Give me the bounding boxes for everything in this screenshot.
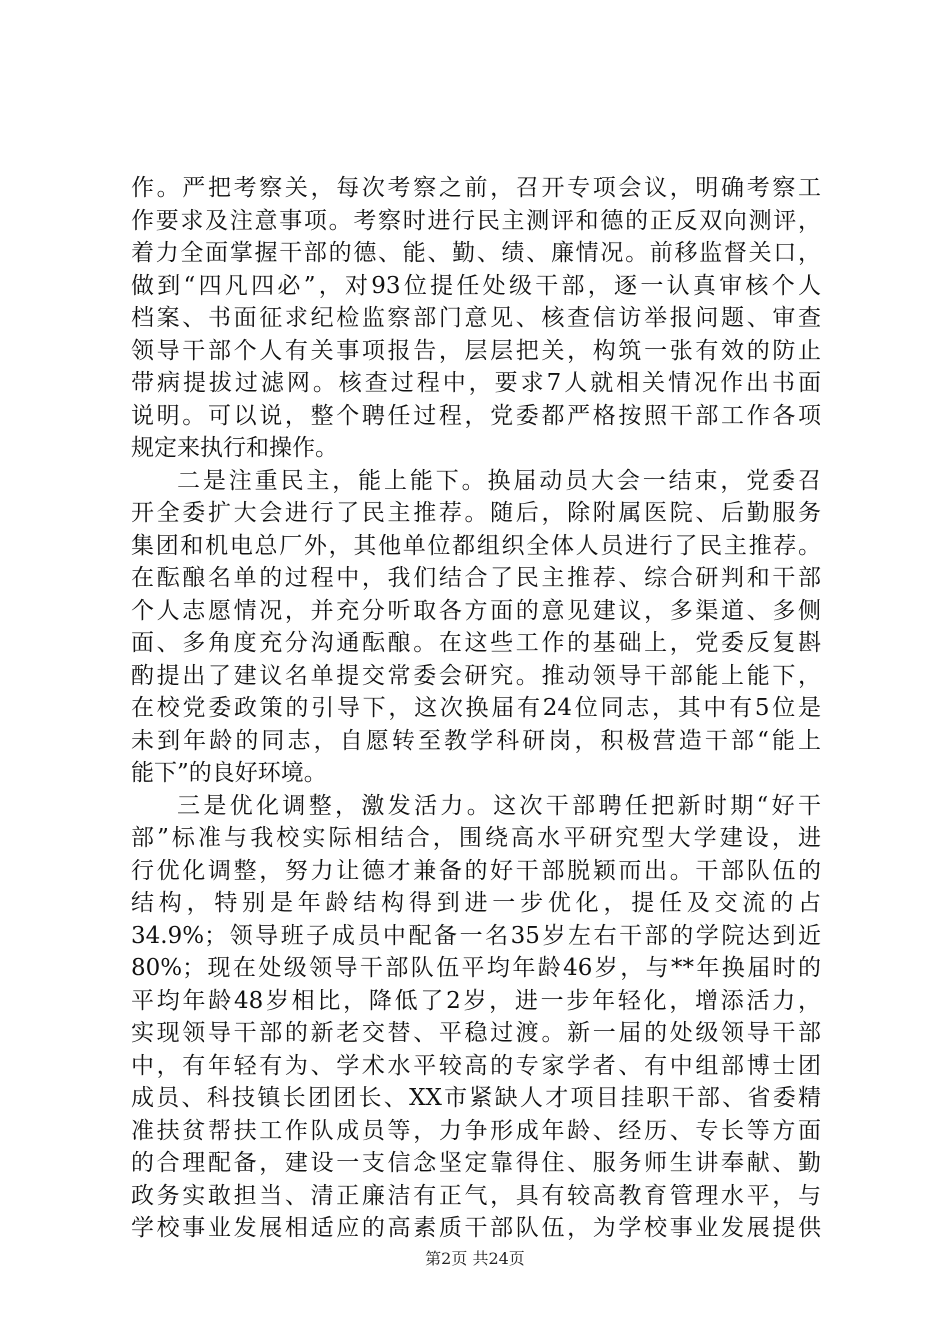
text-line: 带病提拔过滤网。核查过程中，要求7人就相关情况作出书面	[131, 370, 821, 396]
text-line: 34.9%；领导班子成员中配备一名35岁左右干部的学院达到近	[131, 922, 821, 949]
text-line: 着力全面掌握干部的德、能、勤、绩、廉情况。前移监督关口，	[131, 240, 821, 266]
text-line: 作。严把考察关，每次考察之前，召开专项会议，明确考察工	[131, 175, 821, 201]
text-line: 三是优化调整，激发活力。这次干部聘任把新时期“好干	[177, 792, 821, 819]
text-line: 80%；现在处级领导干部队伍平均年龄46岁，与**年换届时的	[131, 955, 821, 981]
text-line: 在校党委政策的引导下，这次换届有24位同志，其中有5位是	[131, 695, 821, 721]
text-line: 平均年龄48岁相比，降低了2岁，进一步年轻化，增添活力，	[131, 987, 821, 1014]
text-line: 政务实敢担当、清正廉洁有正气，具有较高教育管理水平，与	[131, 1182, 821, 1209]
text-line: 做到“四凡四必”，对93位提任处级干部，逐一认真审核个人	[131, 272, 821, 299]
text-line: 实现领导干部的新老交替、平稳过渡。新一届的处级领导干部	[131, 1020, 821, 1046]
page-number-footer: 第2页 共24页	[425, 1249, 525, 1268]
text-line: 开全委扩大会进行了民主推荐。随后，除附属医院、后勤服务	[131, 500, 821, 526]
text-line: 说明。可以说，整个聘任过程，党委都严格按照干部工作各项	[131, 402, 821, 429]
text-line: 学校事业发展相适应的高素质干部队伍，为学校事业发展提供	[131, 1215, 821, 1241]
text-line: 能下”的良好环境。	[131, 760, 327, 786]
text-line: 未到年龄的同志，自愿转至教学科研岗，积极营造干部“能上	[131, 727, 821, 754]
text-line: 准扶贫帮扶工作队成员等，力争形成年龄、经历、专长等方面	[131, 1117, 821, 1144]
document-body	[131, 172, 821, 1245]
text-line: 行优化调整，努力让德才兼备的好干部脱颖而出。干部队伍的	[131, 857, 821, 884]
text-line: 个人志愿情况，并充分听取各方面的意见建议，多渠道、多侧	[131, 597, 821, 624]
text-line: 部”标准与我校实际相结合，围绕高水平研究型大学建设，进	[131, 825, 821, 851]
text-line: 面、多角度充分沟通酝酿。在这些工作的基础上，党委反复斟	[131, 630, 821, 656]
text-line: 二是注重民主，能上能下。换届动员大会一结束，党委召	[177, 467, 821, 494]
text-line: 集团和机电总厂外，其他单位都组织全体人员进行了民主推荐。	[131, 532, 821, 559]
text-line: 的合理配备，建设一支信念坚定靠得住、服务师生讲奉献、勤	[131, 1150, 821, 1176]
text-line: 在酝酿名单的过程中，我们结合了民主推荐、综合研判和干部	[131, 565, 821, 591]
text-line: 中，有年轻有为、学术水平较高的专家学者、有中组部博士团	[131, 1052, 821, 1079]
text-line: 档案、书面征求纪检监察部门意见、核查信访举报问题、审查	[131, 305, 821, 331]
text-line: 成员、科技镇长团团长、XX市紧缺人才项目挂职干部、省委精	[131, 1085, 821, 1111]
text-line: 规定来执行和操作。	[131, 435, 338, 461]
text-line: 领导干部个人有关事项报告，层层把关，构筑一张有效的防止	[131, 337, 821, 364]
text-line: 作要求及注意事项。考察时进行民主测评和德的正反双向测评，	[131, 207, 821, 234]
text-line: 结构，特别是年龄结构得到进一步优化，提任及交流的占	[131, 890, 821, 916]
text-line: 酌提出了建议名单提交常委会研究。推动领导干部能上能下，	[131, 662, 821, 689]
